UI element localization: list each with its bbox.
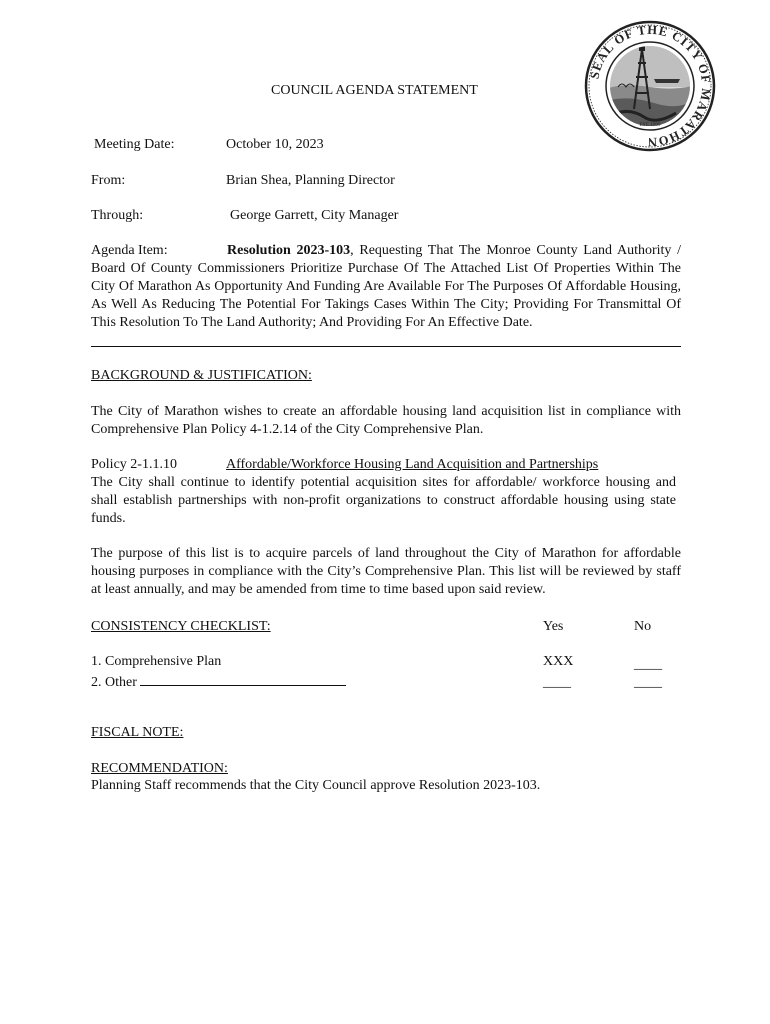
consistency-checklist-heading: CONSISTENCY CHECKLIST: — [91, 619, 271, 634]
checklist-item-other — [91, 671, 346, 692]
meeting-date-value: October 10, 2023 — [226, 137, 324, 152]
background-heading: BACKGROUND & JUSTIFICATION: — [91, 368, 312, 383]
seal-inner-text: EST. 1999 — [639, 123, 661, 128]
policy-heading — [91, 456, 631, 474]
other-blank-line — [140, 671, 346, 686]
policy-title: Affordable/Workforce Housing Land Acquisition and Partnerships — [226, 457, 599, 472]
checklist-item-no: ____ — [634, 675, 662, 690]
recommendation-text: Planning Staff recommends that the City Council approve Resolution 2023-103. — [91, 778, 541, 793]
checklist-yes-header: Yes — [543, 619, 564, 634]
checklist-item-label: 1. Comprehensive Plan — [91, 654, 222, 669]
through-value: George Garrett, City Manager — [230, 208, 399, 223]
checklist-no-header: No — [634, 619, 652, 634]
meeting-date-label: Meeting Date: — [94, 137, 175, 152]
checklist-item-yes: ____ — [543, 675, 571, 690]
from-label: From: — [91, 173, 126, 188]
checklist-item-no: ____ — [634, 657, 662, 672]
policy-text: The City shall continue to identify potential acquisition sites for affordable/ workforce housing and shall establish partnerships with non-profit organizations to construct affordable housing using state funds. — [91, 475, 676, 526]
background-paragraph-3: The purpose of this list is to acquire parcels of land throughout the City of Marathon for affordable housing purposes in compliance with the City’s Comprehensive Plan. This list will be reviewed by staff at least annually, and may be amended from time to time based upon said review. — [91, 546, 681, 597]
recommendation-heading: RECOMMENDATION: — [91, 761, 228, 776]
agenda-item-label: Agenda Item: — [91, 243, 168, 258]
page-title: COUNCIL AGENDA STATEMENT — [271, 83, 478, 98]
section-divider — [91, 346, 681, 347]
agenda-item-paragraph — [91, 242, 681, 332]
city-seal-logo — [584, 17, 716, 155]
policy-number: Policy 2-1.1.10 — [91, 457, 177, 472]
seal-ring-text: SEAL OF THE CITY OF MARATHON — [587, 22, 714, 150]
through-label: Through: — [91, 208, 144, 223]
from-value: Brian Shea, Planning Director — [226, 173, 395, 188]
fiscal-note-heading: FISCAL NOTE: — [91, 725, 184, 740]
background-paragraph-1: The City of Marathon wishes to create an affordable housing land acquisition list in compliance with Comprehensive Plan Policy 4-1.2.14 of the City Comprehensive Plan. — [91, 404, 681, 437]
checklist-item-label: 2. Other — [91, 675, 137, 690]
agenda-item-description: , Requesting That The Monroe County Land Authority / Board Of County Commissioners Prioritize Purchase Of The Attached List Of Properties Within The City Of Marathon As Opportunity And Funding Are Available For The Purposes Of Affordable Housing, As Well As Reducing The Potential For Takings Cases Within The City; Providing For Transmittal Of This Resolution To The Land Authority; And Providing For An Effective Date. — [91, 243, 681, 330]
checklist-item-yes: XXX — [543, 654, 574, 669]
resolution-number: Resolution 2023-103 — [227, 243, 351, 258]
